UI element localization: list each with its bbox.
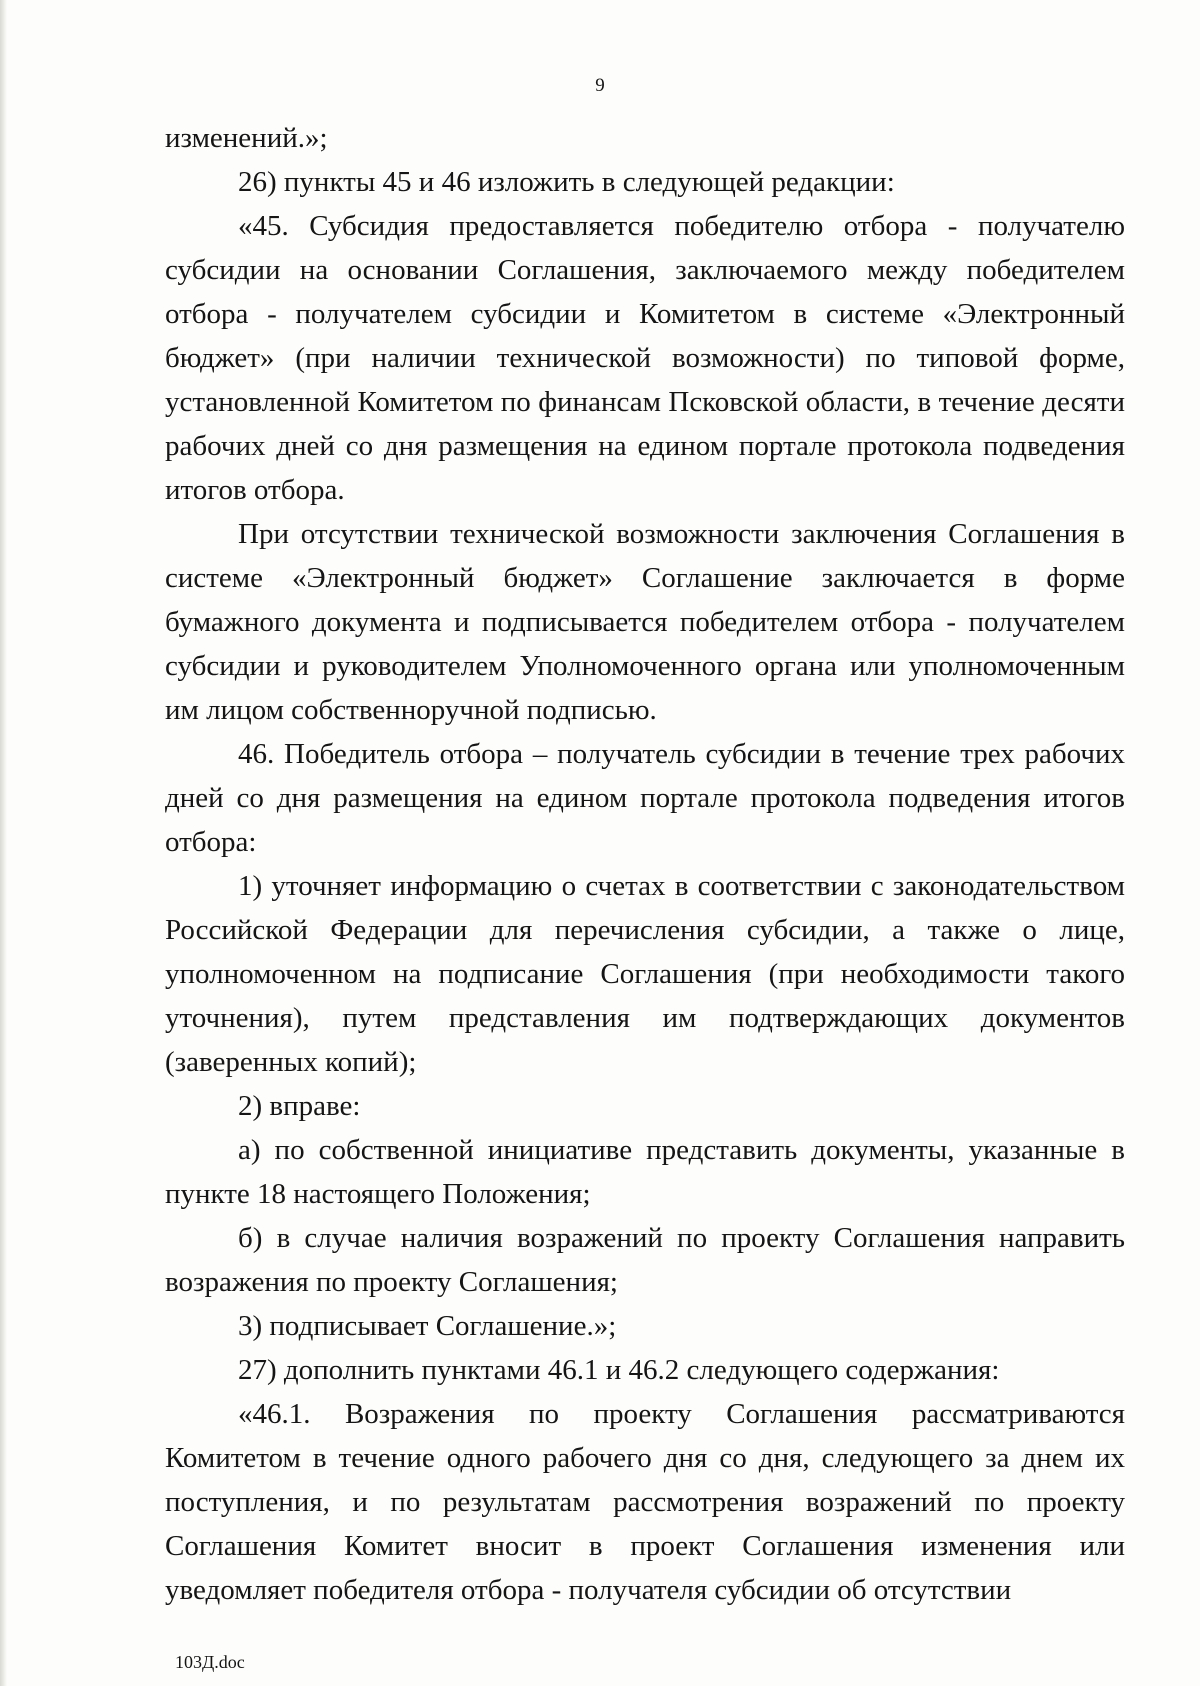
paragraph-4: При отсутствии технической возможности заключения Соглашения в системе «Электронный бюджет» Соглашение заключается в форме бумажного документа и подписывается победителем отбора - получателем субсидии и руководителем Уполномоченного органа или уполномоченным им лицом собственноручной подписью. — [165, 518, 1125, 726]
paragraph-2: 26) пункты 45 и 46 изложить в следующей редакции: — [238, 166, 895, 198]
paragraph-8: а) по собственной инициативе представить документы, указанные в пункте 18 настоящего Положения; — [165, 1134, 1125, 1210]
paragraph-9: б) в случае наличия возражений по проекту Соглашения направить возражения по проекту Соглашения; — [165, 1222, 1125, 1298]
paragraph-1: изменений.»; — [165, 122, 328, 154]
footer-filename: 103Д.doc — [175, 1652, 245, 1672]
paragraph-10: 3) подписывает Соглашение.»; — [238, 1310, 617, 1342]
paragraph-12: «46.1. Возражения по проекту Соглашения рассматриваются Комитетом в течение одного рабочего дня со дня, следующего за днем их поступления, и по результатам рассмотрения возражений по проекту Соглашения Комитет вносит в проект Соглашения изменения или уведомляет победителя отбора - получателя субсидии об отсутствии — [165, 1398, 1125, 1606]
paragraph-7: 2) вправе: — [238, 1090, 361, 1122]
paragraph-3: «45. Субсидия предоставляется победителю отбора - получателю субсидии на основании Соглашения, заключаемого между победителем отбора - получателем субсидии и Комитетом в системе «Электронный бюджет» (при наличии технической возможности) по типовой форме, установленной Комитетом по финансам Псковской области, в течение десяти рабочих дней со дня размещения на едином портале протокола подведения итогов отбора. — [165, 210, 1125, 506]
paragraph-6: 1) уточняет информацию о счетах в соответствии с законодательством Российской Федерации для перечисления субсидии, а также о лице, уполномоченном на подписание Соглашения (при необходимости такого уточнения), путем представления им подтверждающих документов (заверенных копий); — [165, 870, 1125, 1078]
page-number: 9 — [595, 75, 605, 96]
paragraph-5: 46. Победитель отбора – получатель субсидии в течение трех рабочих дней со дня размещения на едином портале протокола подведения итогов отбора: — [165, 738, 1125, 858]
document-body — [165, 116, 1125, 1612]
scan-edge-shadow — [0, 0, 7, 1686]
paragraph-11: 27) дополнить пунктами 46.1 и 46.2 следующего содержания: — [238, 1354, 1000, 1386]
